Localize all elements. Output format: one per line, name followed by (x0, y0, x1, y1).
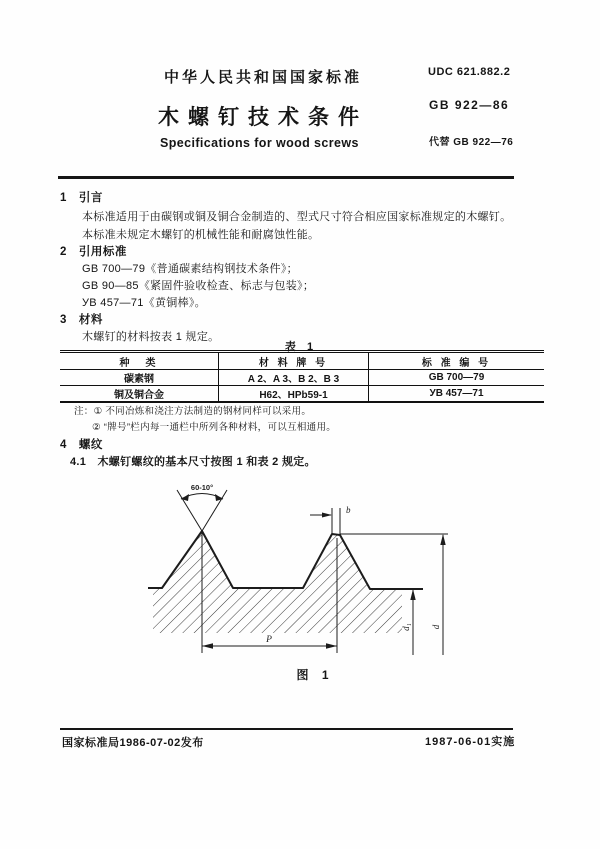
section-1-para-1: 本标准适用于由碳钢或铜及铜合金制造的、型式尺寸符合相应国家标准规定的木螺钉。 (82, 211, 512, 223)
dimension-b (310, 508, 340, 536)
section-1-heading: 1 引言 (60, 192, 103, 204)
cell-standard: GB 700—79 (369, 370, 545, 386)
b-label: b (346, 505, 351, 515)
footer-rule (60, 728, 513, 730)
col-header-grade: 材 料 牌 号 (219, 352, 369, 370)
doc-title-cn: 木螺钉技术条件 (158, 106, 368, 129)
dimension-d1 (410, 589, 415, 655)
section-4-1-clause: 4.1 木螺钉螺纹的基本尺寸按图 1 和表 2 规定。 (70, 456, 316, 468)
table-note-2: ② “牌号”栏内每一通栏中所列各种材料，可以互相通用。 (92, 422, 337, 433)
reference-gb90: GB 90—85《紧固件验收检查、标志与包装》； (82, 280, 315, 292)
header-rule (58, 176, 514, 179)
standard-number: GB 922—86 (429, 98, 510, 112)
table-note-1: 注：① 不同冶炼和浇注方法制造的钢材同样可以采用。 (74, 406, 312, 417)
figure-1-caption: 图 1 (296, 668, 334, 682)
reference-yb457: УВ 457—71《黄铜棒》。 (82, 297, 206, 309)
p-label: P (266, 635, 272, 645)
cell-grade: H62、HPb59-1 (219, 386, 369, 403)
d-label: d (431, 624, 441, 630)
cell-grade: A 2、A 3、B 2、B 3 (219, 370, 369, 386)
doc-title-en: Specifications for wood screws (160, 136, 359, 150)
angle-label: 60-10° (190, 483, 214, 492)
org-title: 中华人民共和国国家标准 (164, 69, 363, 86)
cell-standard: УВ 457—71 (429, 388, 484, 399)
materials-table (60, 350, 544, 403)
issued-by-text: 国家标准局1986-07-02发布 (62, 737, 204, 749)
udc-number: UDC 621.882.2 (428, 66, 511, 78)
table-1-caption: 表 1 (284, 341, 318, 353)
cell-type: 铜及铜合金 (60, 386, 219, 403)
effective-date-text: 1987-06-01实施 (425, 736, 516, 748)
col-header-standard: 标 准 编 号 (369, 352, 545, 370)
section-1-para-2: 本标准未规定木螺钉的机械性能和耐腐蚀性能。 (82, 229, 320, 241)
table-header-row (60, 352, 544, 370)
thread-profile-figure (140, 483, 470, 663)
section-3-para-1: 木螺钉的材料按表 1 规定。 (82, 331, 220, 343)
section-4-heading: 4 螺纹 (60, 439, 103, 451)
col-header-type: 种 类 (60, 352, 219, 370)
section-3-heading: 3 材料 (60, 314, 103, 326)
replaces-note: 代替 GB 922—76 (429, 137, 514, 148)
angle-annotation (177, 490, 227, 531)
table-row (60, 386, 544, 403)
cell-type: 碳素钢 (60, 370, 219, 386)
section-2-heading: 2 引用标准 (60, 246, 127, 258)
table-row (60, 370, 544, 386)
reference-gb700: GB 700—79《普通碳素结构钢技术条件》； (82, 263, 298, 275)
d1-label: d₁ (401, 623, 411, 631)
